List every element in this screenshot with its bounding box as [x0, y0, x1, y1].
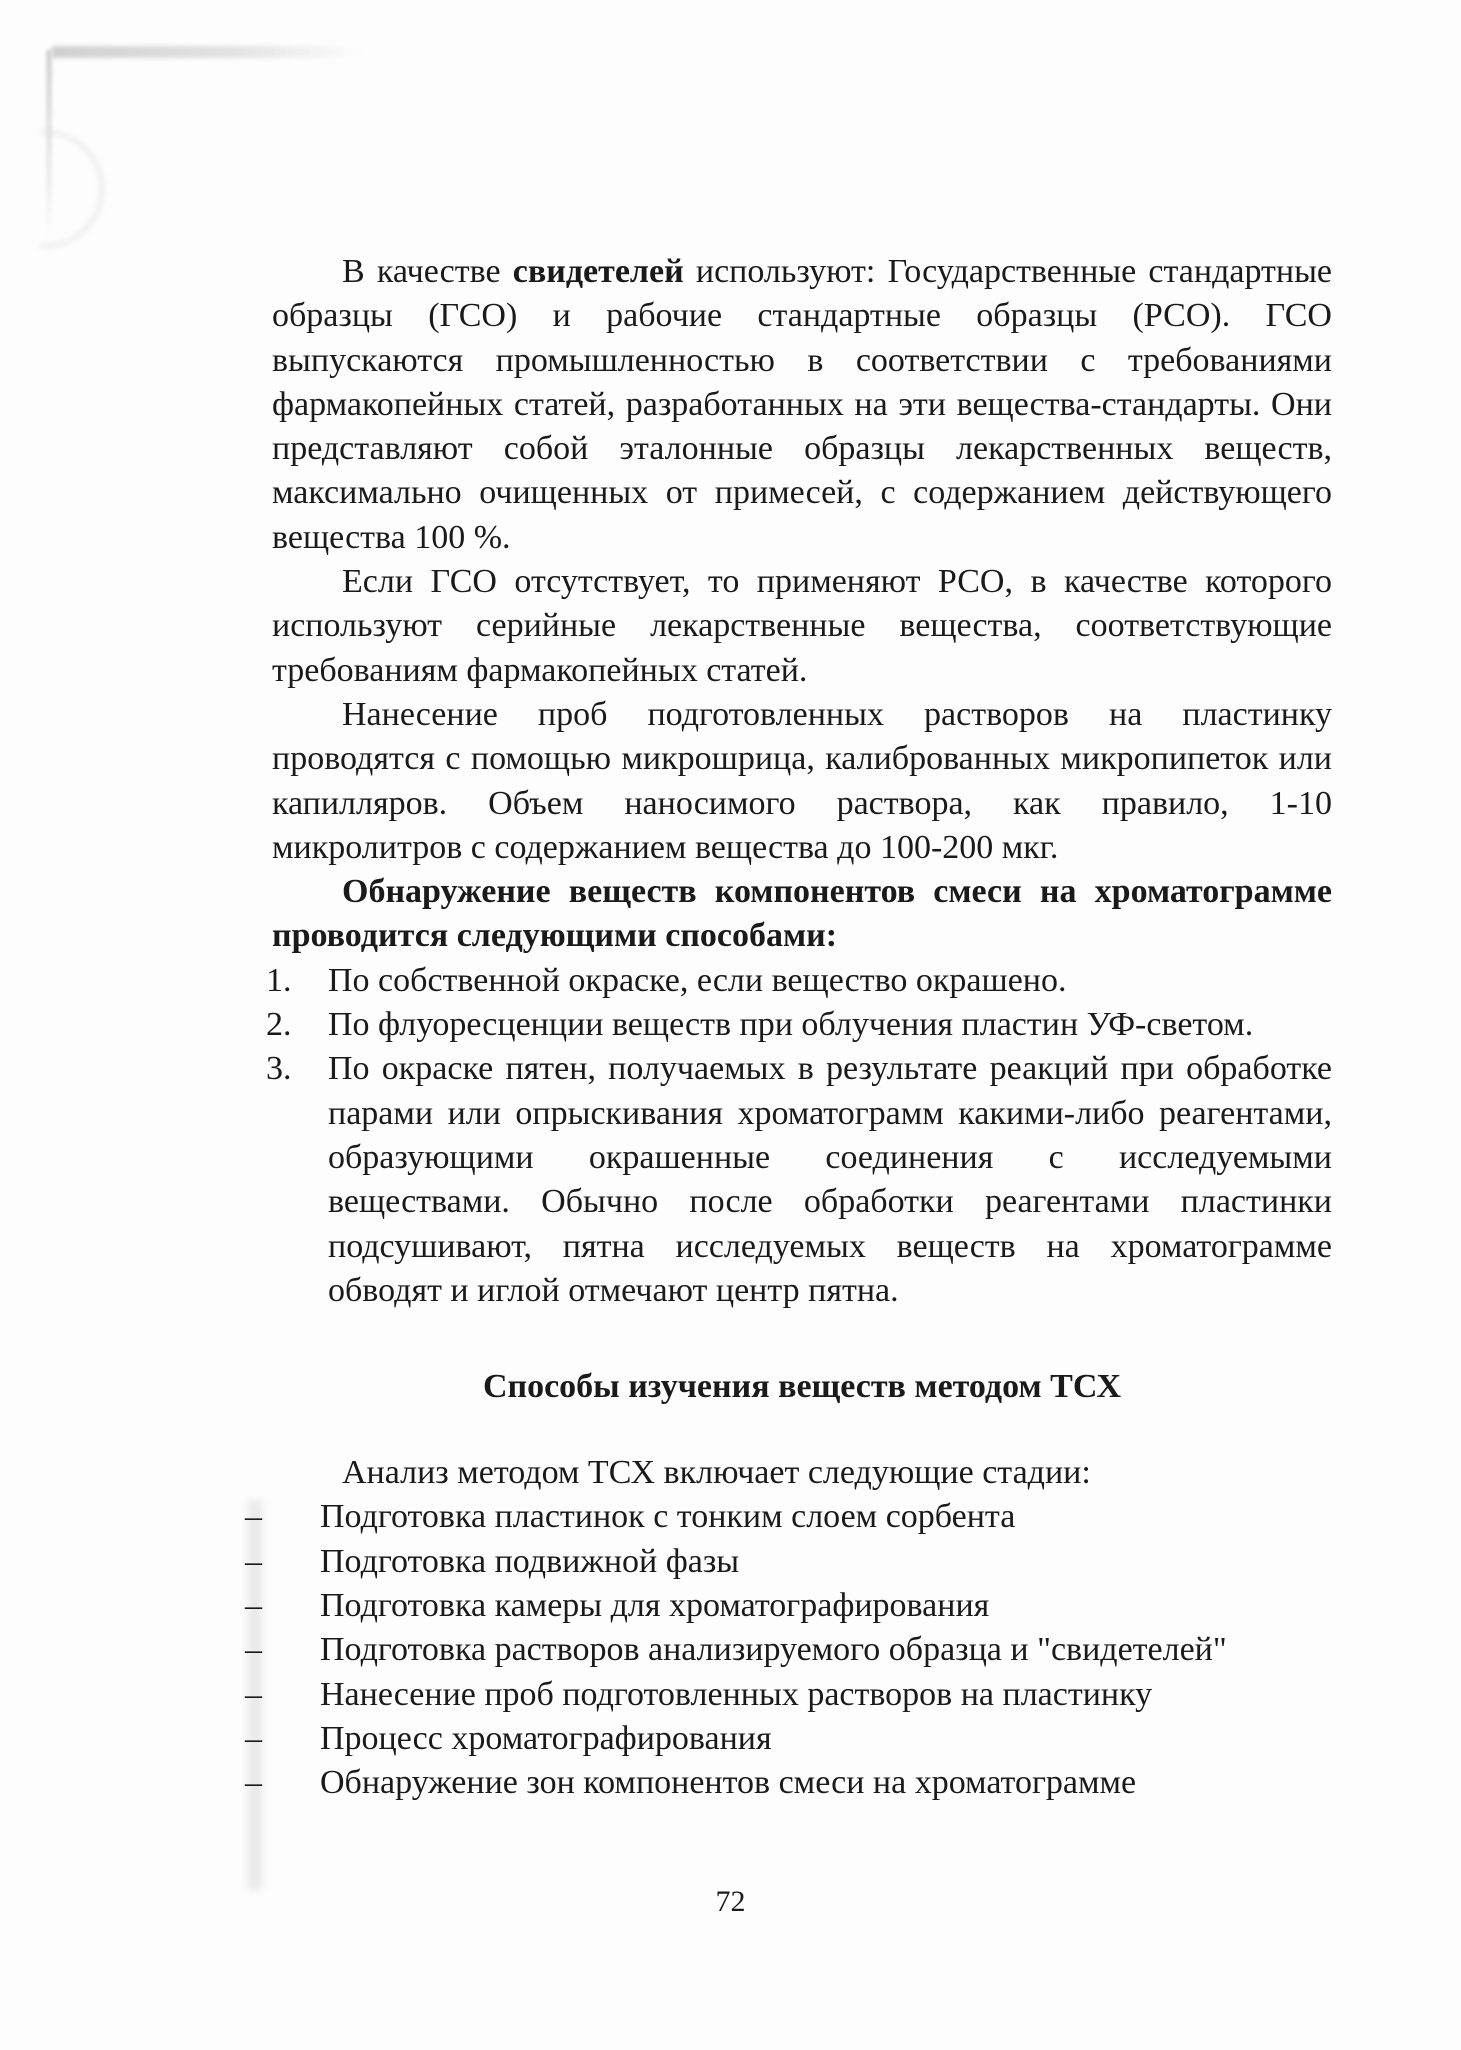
list-item [245, 1540, 1332, 1584]
bold-term: свидетелей [512, 253, 684, 290]
list-item-text: По окраске пятен, получаемых в результате реакций при обработке парами или опрыскивания хроматограмм какими-либо реагентами, образующими окрашенные соединения с исследуемыми веществами. Обычно после обработки реагентами пластинки подсушивают, пятна исследуемых веществ на хроматограмме обводят и иглой отмечают центр пятна. [328, 1050, 1332, 1309]
paragraph-detection-heading: Обнаружение веществ компонентов смеси на хроматограмме проводится следующими способами: [272, 873, 1332, 955]
stages-list [245, 1495, 1332, 1805]
dash-bullet: – [245, 1587, 262, 1625]
stages-intro: Анализ методом ТСХ включает следующие стадии: [342, 1454, 1091, 1492]
list-item [266, 1047, 1332, 1313]
list-item [245, 1584, 1332, 1628]
list-number: 3. [266, 1050, 292, 1088]
list-item [245, 1628, 1332, 1672]
list-item-text: Нанесение проб подготовленных растворов на пластинку [320, 1675, 1153, 1713]
list-item-text: Подготовка подвижной фазы [320, 1542, 740, 1580]
paragraph-text: используют: Государственные стандартные образцы (ГСО) и рабочие стандартные образцы (РСО). ГСО выпускаются промышленностью в соответствии с требованиями фармакопейных статей, разработанных на эти вещества-стандарты. Они представляют собой эталонные образцы лекарственных веществ, максимально очищенных от примесей, с содержанием действующего вещества 100 %. [272, 253, 1333, 556]
list-item-text: По собственной окраске, если вещество окрашено. [328, 961, 1067, 999]
paragraph-text: В качестве [342, 253, 513, 290]
list-item-text: По флуоресценции веществ при облучения пластин УФ-светом. [328, 1006, 1254, 1044]
list-item [266, 1003, 1332, 1047]
paragraph-witnesses [272, 250, 1332, 560]
list-number: 1. [266, 961, 292, 999]
dash-bullet: – [245, 1719, 262, 1757]
page-number: 72 [715, 1885, 746, 1918]
dash-bullet: – [245, 1542, 262, 1580]
list-item-text: Обнаружение зон компонентов смеси на хроматограмме [320, 1764, 1137, 1802]
dash-bullet: – [245, 1498, 262, 1536]
list-item [266, 959, 1332, 1003]
dash-bullet: – [245, 1675, 262, 1713]
paragraph-application: Нанесение проб подготовленных растворов на пластинку проводятся с помощью микрошрица, калиброванных микропипеток или капилляров. Объем наносимого раствора, как правило, 1-10 микролитров с содержанием вещества до 100-200 мкг. [272, 695, 1332, 866]
dash-bullet: – [245, 1764, 262, 1802]
scan-artifact-arc [40, 130, 104, 248]
list-item-text: Подготовка камеры для хроматографирования [320, 1587, 990, 1625]
section-title: Способы изучения веществ методом ТСХ [482, 1368, 1122, 1406]
detection-methods-list [266, 959, 1332, 1313]
list-item-text: Подготовка растворов анализируемого образца и "свидетелей" [320, 1631, 1227, 1669]
list-item [245, 1717, 1332, 1761]
list-item [245, 1495, 1332, 1539]
scan-artifact-top [52, 46, 362, 58]
list-item-text: Подготовка пластинок с тонким слоем сорбента [320, 1498, 1016, 1536]
page-body [245, 250, 1333, 1806]
list-number: 2. [266, 1006, 292, 1044]
dash-bullet: – [245, 1631, 262, 1669]
list-item [245, 1673, 1332, 1717]
list-item-text: Процесс хроматографирования [320, 1719, 772, 1757]
list-item [245, 1761, 1332, 1805]
paragraph-rso: Если ГСО отсутствует, то применяют РСО, в качестве которого используют серийные лекарственные вещества, соответствующие требованиям фармакопейных статей. [272, 563, 1332, 689]
